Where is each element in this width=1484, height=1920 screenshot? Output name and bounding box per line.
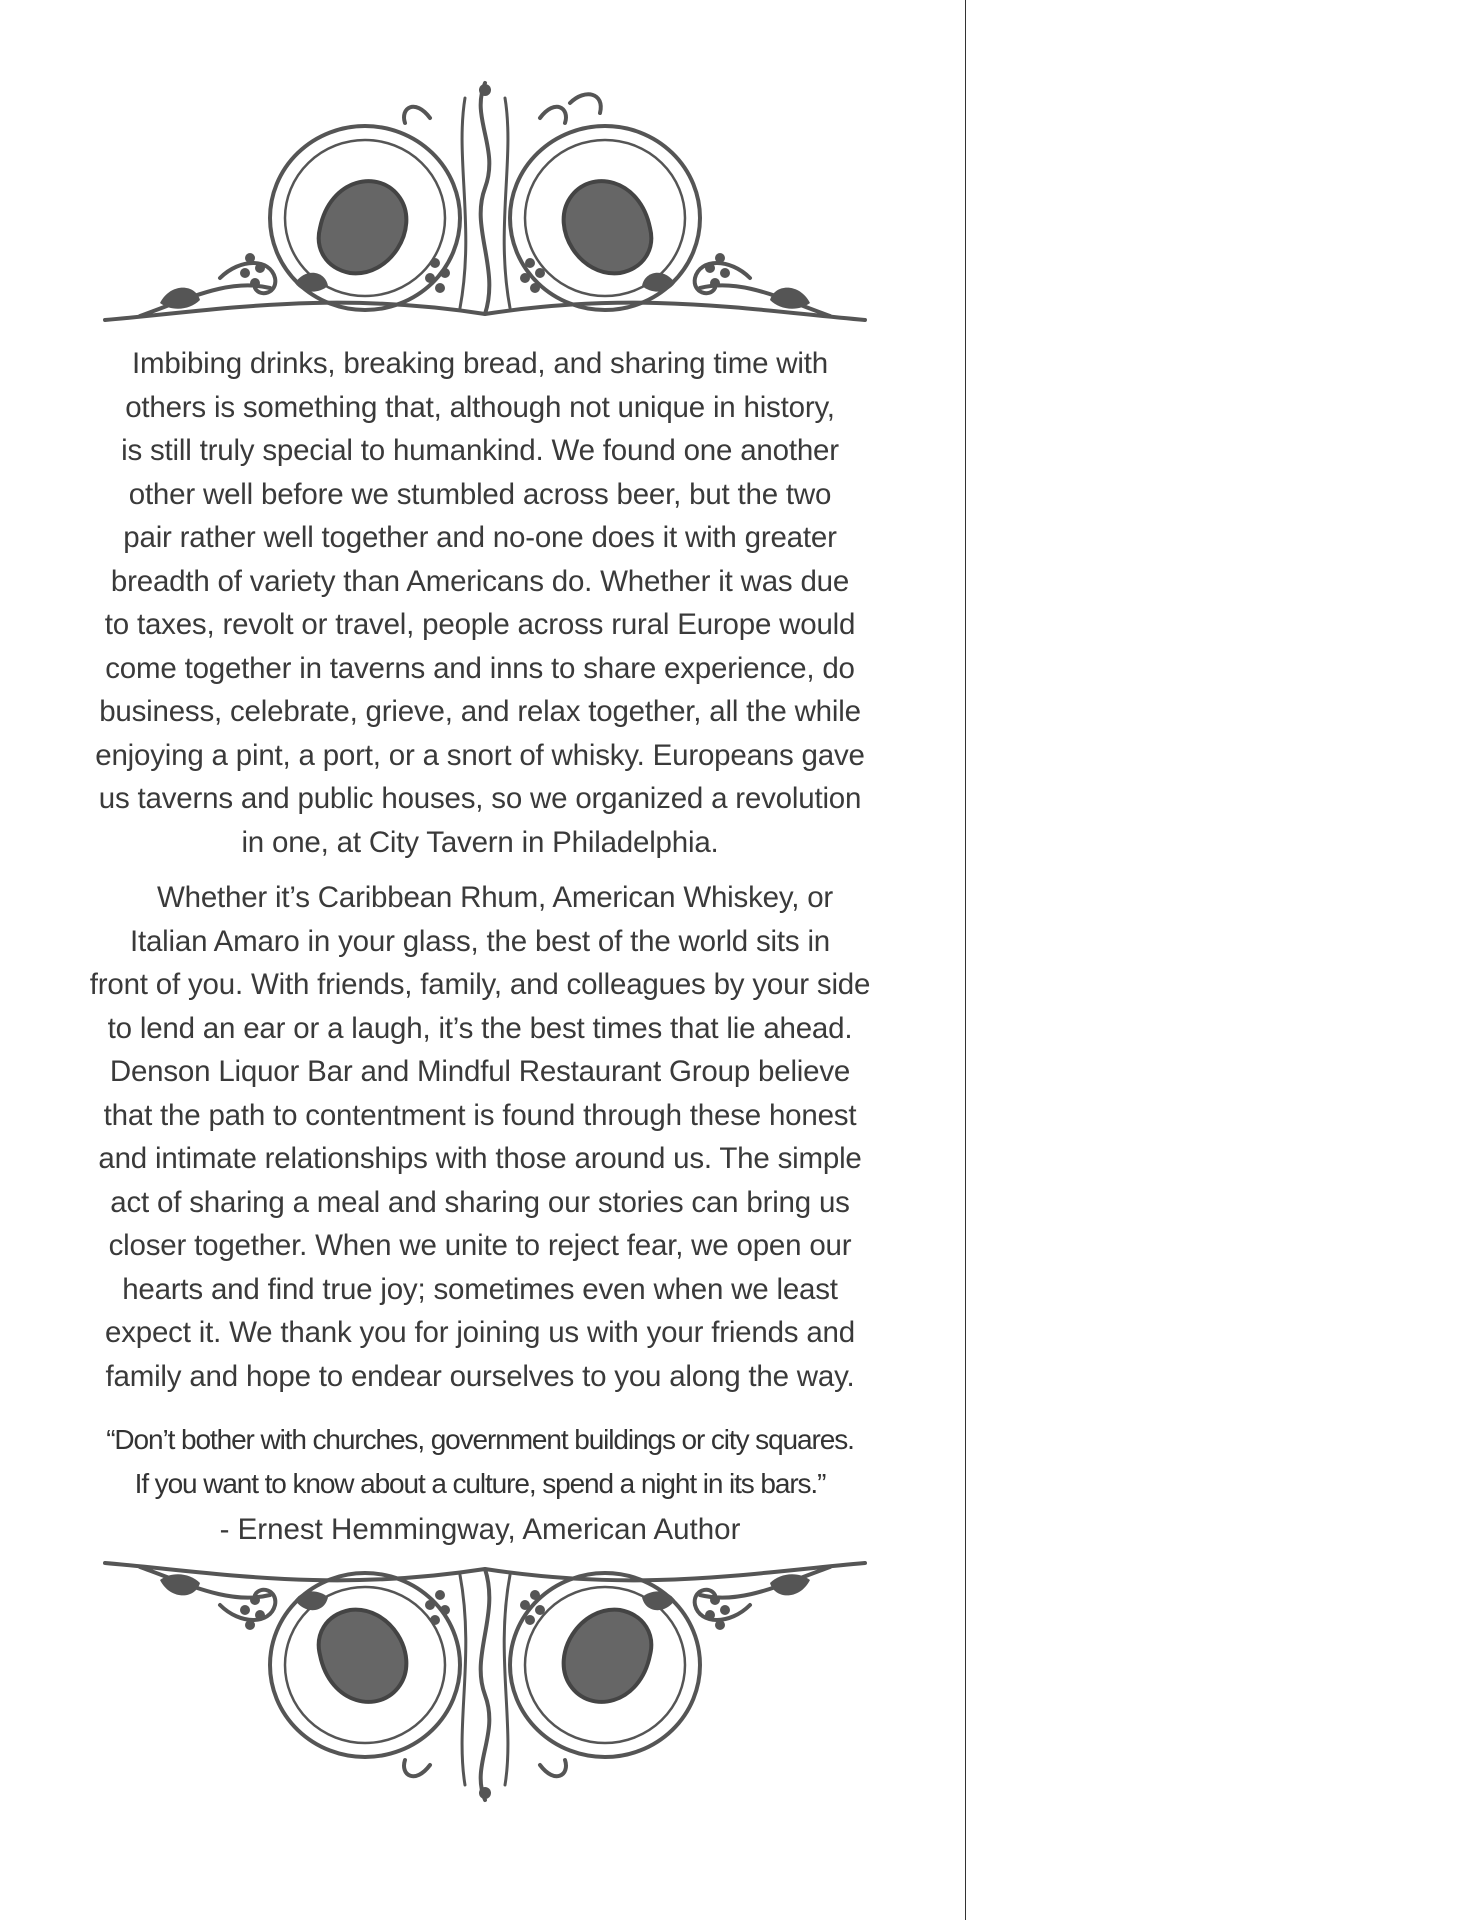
quote-line: “Don’t bother with churches, government buildings or city squares. (106, 1424, 854, 1455)
text-line: Denson Liquor Bar and Mindful Restaurant Group believe (109, 1055, 851, 1088)
text-line: and intimate relationships with those around us. The simple (98, 1142, 862, 1175)
text-line: business, celebrate, grieve, and relax together, all the while (99, 695, 861, 728)
text-line: to taxes, revolt or travel, people across rural Europe would (104, 608, 856, 641)
philosophy-paragraph (80, 876, 880, 1398)
text-line: that the path to contentment is found through these honest (103, 1098, 857, 1132)
text-line: enjoying a pint, a port, or a snort of whisky. Europeans gave (95, 738, 865, 772)
text-line: front of you. With friends, family, and colleagues by your side (89, 968, 871, 1001)
text-line-content: Whether it’s Caribbean Rhum, American Whiskey, or (156, 881, 834, 914)
text-line: family and hope to endear ourselves to you along the way. (105, 1359, 855, 1393)
text-line: act of sharing a meal and sharing our stories can bring us (110, 1185, 850, 1219)
vine-ornament-top-icon (100, 78, 870, 328)
text-line: Imbibing drinks, breaking bread, and sharing time with (132, 347, 828, 380)
text-line: is still truly special to humankind. We found one another (121, 434, 839, 467)
quote-line: If you want to know about a culture, spend a night in its bars.” (134, 1468, 826, 1499)
text-line: hearts and find true joy; sometimes even when we least (122, 1272, 838, 1306)
text-line: in one, at City Tavern in Philadelphia. (241, 825, 719, 859)
text-line: come together in taverns and inns to share experience, do (105, 651, 855, 685)
text-line: closer together. When we unite to reject fear, we open our (108, 1229, 852, 1262)
text-line: pair rather well together and no-one does it with greater (123, 521, 837, 554)
text-line: to lend an ear or a laugh, it’s the best times that lie ahead. (107, 1011, 853, 1045)
quote-attribution: - Ernest Hemmingway, American Author (219, 1513, 741, 1546)
text-line: other well before we stumbled across beer, but the two (128, 477, 832, 511)
intro-paragraph (80, 342, 880, 864)
text-line: expect it. We thank you for joining us with your friends and (105, 1316, 855, 1349)
text-line: breadth of variety than Americans do. Whether it was due (110, 564, 850, 598)
text-line: Italian Amaro in your glass, the best of the world sits in (129, 924, 831, 958)
vine-ornament-bottom-icon (100, 1555, 870, 1805)
text-line: others is something that, although not unique in history, (125, 390, 835, 424)
hemingway-quote (80, 1418, 880, 1506)
page-divider (965, 0, 966, 1920)
text-line: us taverns and public houses, so we organized a revolution (98, 782, 862, 815)
text-line (80, 876, 880, 920)
